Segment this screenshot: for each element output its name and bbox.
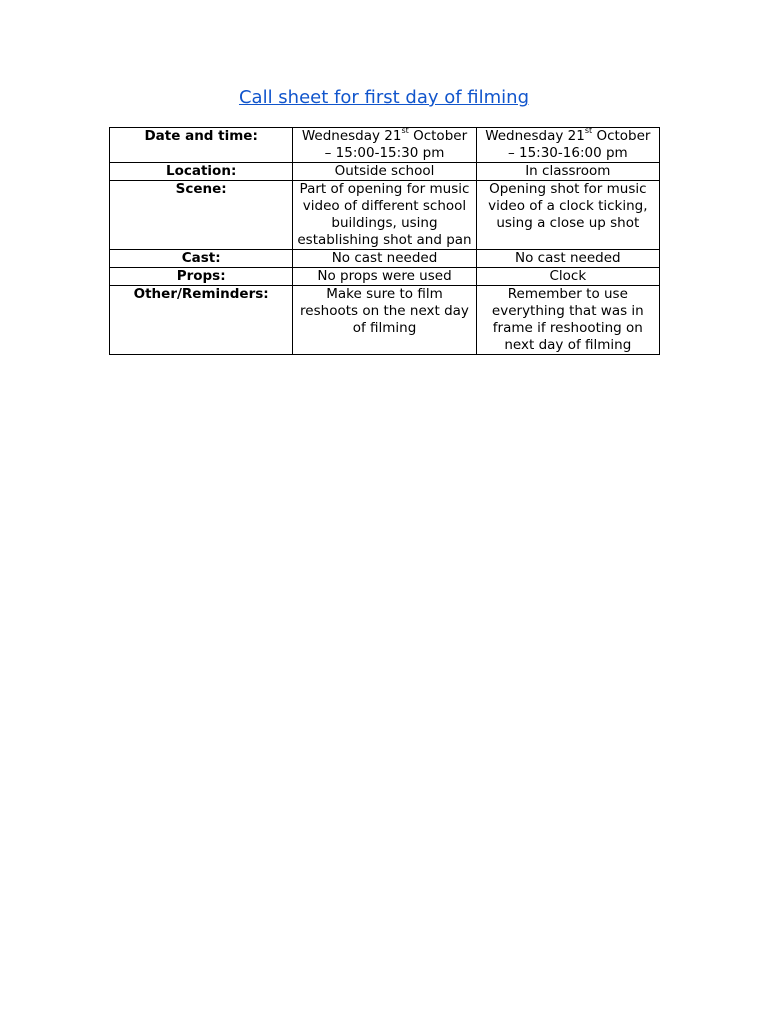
row-label: Other/Reminders: (110, 286, 293, 355)
row-label: Location: (110, 163, 293, 181)
table-cell: Wednesday 21st October – 15:30-16:00 pm (476, 128, 659, 163)
table-cell: Opening shot for music video of a clock ticking, using a close up shot (476, 181, 659, 250)
table-row-props (110, 268, 660, 286)
table-cell: In classroom (476, 163, 659, 181)
table-cell: Outside school (293, 163, 476, 181)
page-title: Call sheet for first day of filming (238, 87, 529, 108)
row-label: Date and time: (110, 128, 293, 163)
table-cell: No cast needed (476, 250, 659, 268)
table-row-cast (110, 250, 660, 268)
table-cell: Part of opening for music video of different school buildings, using establishing shot and pan (293, 181, 476, 250)
table-row-reminders (110, 286, 660, 355)
row-label: Props: (110, 268, 293, 286)
call-sheet-table (109, 127, 660, 355)
table-cell: Clock (476, 268, 659, 286)
table-cell: Make sure to film reshoots on the next day of filming (293, 286, 476, 355)
table-row-date-time (110, 128, 660, 163)
table-cell: No props were used (293, 268, 476, 286)
table-cell: No cast needed (293, 250, 476, 268)
row-label: Cast: (110, 250, 293, 268)
table-row-scene (110, 181, 660, 250)
row-label: Scene: (110, 181, 293, 250)
table-row-location (110, 163, 660, 181)
table-cell: Wednesday 21st October – 15:00-15:30 pm (293, 128, 476, 163)
table-cell: Remember to use everything that was in frame if reshooting on next day of filming (476, 286, 659, 355)
